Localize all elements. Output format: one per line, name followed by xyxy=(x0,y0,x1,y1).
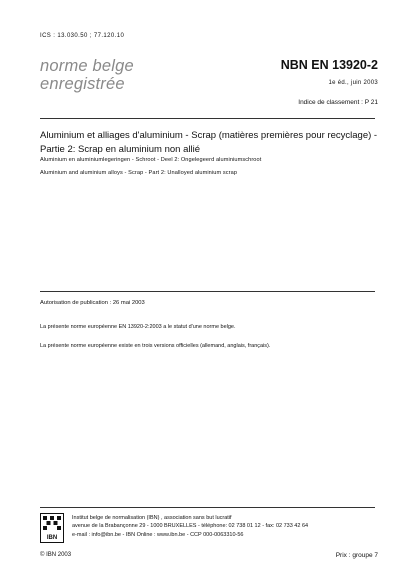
institute-address xyxy=(72,514,308,539)
ics-codes: ICS : 13.030.50 ; 77.120.10 xyxy=(40,33,125,39)
price-group: Prix : groupe 7 xyxy=(335,552,378,559)
standard-number: NBN EN 13920-2 xyxy=(280,58,378,72)
status-note: La présente norme européenne EN 13920-2:2003 a le statut d'une norme belge. xyxy=(40,324,236,330)
title-french: Aluminium et alliages d'aluminium - Scrap (matières premières pour recyclage) - Partie 2: Scrap en aluminium non allié xyxy=(40,130,378,155)
brand-label xyxy=(40,57,134,93)
divider-middle xyxy=(40,291,375,292)
logo-lettering: IBN xyxy=(46,535,58,541)
copyright-notice: © IBN 2003 xyxy=(40,552,72,558)
versions-note: La présente norme européenne existe en trois versions officielles (allemand, anglais, français). xyxy=(40,343,271,349)
divider-top xyxy=(40,118,375,119)
brand-line-1: norme belge xyxy=(40,57,134,75)
title-dutch: Aluminium en aluminiumlegeringen - Schroot - Deel 2: Ongelegeerd aluminiumschroot xyxy=(40,157,262,163)
title-english: Aluminium and aluminium alloys - Scrap - Part 2: Unalloyed aluminium scrap xyxy=(40,170,238,176)
ibn-logo xyxy=(40,513,64,543)
publication-date: Autorisation de publication : 26 mai 2003 xyxy=(40,300,145,306)
address-line-3: e-mail : info@ibn.be - IBN Online : www.ibn.be - CCP 000-0063310-56 xyxy=(72,531,244,538)
divider-bottom xyxy=(40,507,375,508)
edition-date: 1e éd., juin 2003 xyxy=(328,80,378,86)
address-line-1: Institut belge de normalisation (IBN) , association sans but lucratif xyxy=(72,515,232,521)
address-line-2: avenue de la Brabançonne 29 - 1000 BRUXELLES - téléphone: 02 738 01 12 - fax: 02 733 42 64 xyxy=(72,523,309,530)
classification-index: Indice de classement : P 21 xyxy=(298,99,378,106)
brand-line-2: enregistrée xyxy=(40,75,125,93)
